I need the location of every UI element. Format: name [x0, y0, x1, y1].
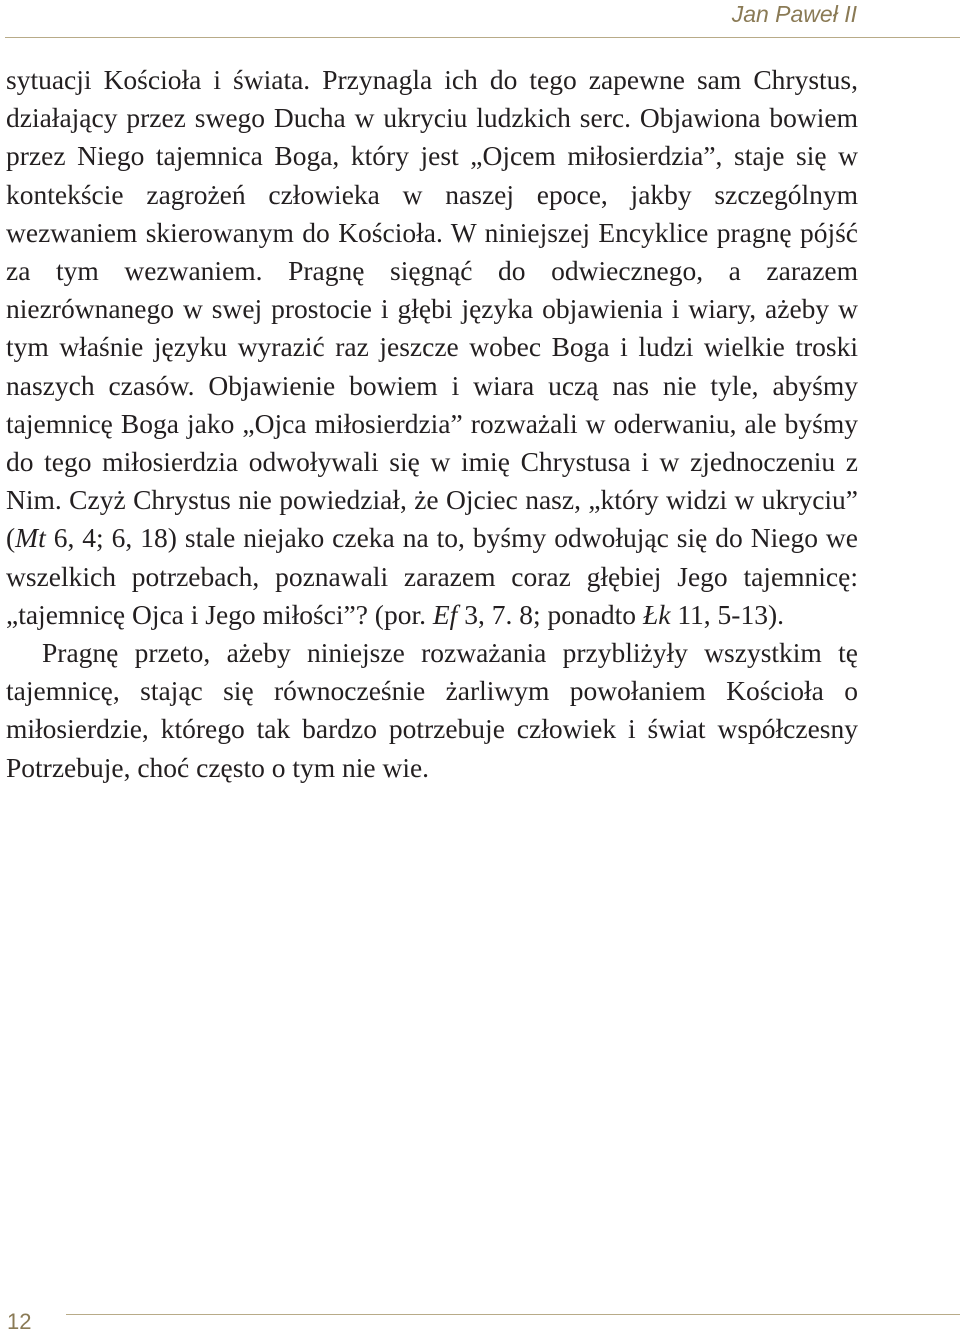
body-text	[6, 61, 858, 787]
paragraph-1-text-1: sytuacji Kościoła i świata. Przynagla ich do tego zapewne sam Chrystus, działający przez swego Ducha w ukryciu ludzkich serc. Objawiona bowiem przez Niego tajemnica Boga, który jest „Ojcem miłosierdzia”, staje się w kontekście zagrożeń człowieka w naszej epoce, jakby szczególnym wezwaniem skierowanym do Kościoła. W niniejszej Encyklice pragnę pójść za tym wezwaniem. Pragnę sięgnąć do odwiecznego, a zarazem niezrównanego w swej prostocie i głębi języka objawienia i wiary, ażeby w tym właśnie języku wyrazić raz jeszcze wobec Boga i ludzi wielkie troski naszych czasów. Objawienie bowiem i wiara uczą nas nie tyle, abyśmy tajemnicę Boga jako „Ojca miłosierdzia” rozważali w oderwaniu, ale byśmy do tego miłosierdzia odwoływali się w imię Chrystusa i w zjednoczeniu z Nim. Czyż Chrystus nie powiedział, że Ojciec nasz, „który widzi w ukryciu” (	[6, 64, 858, 554]
citation-ef: Ef	[432, 598, 458, 630]
running-header	[0, 0, 960, 40]
paragraph-1-text-2: 6, 4; 6, 18) stale niejako czeka na to, byśmy odwołując się do Niego we wszelkich potrzebach, poznawali zarazem coraz głębiej Jego tajemnicę: „tajemnicę Ojca i Jego miłości”? (por.	[6, 522, 858, 630]
citation-mt: Mt	[15, 522, 46, 554]
paragraph-1-text-3: 3, 7. 8; ponadto	[457, 598, 643, 630]
paragraph-2	[6, 634, 858, 787]
header-rule	[5, 37, 960, 38]
paragraph-1	[6, 61, 858, 634]
paragraph-2-text-1: Pragnę przeto, ażeby niniejsze rozważania przybliżyły wszystkim tę tajemnicę, stając się równocześnie żarliwym powołaniem Kościoła o miłosierdzie, którego tak bardzo potrzebuje człowiek i świat współczesny Potrzebuje, choć często o tym nie wie.	[6, 637, 858, 783]
citation-lk: Łk	[642, 598, 671, 630]
header-title: Jan Paweł II	[731, 1, 857, 27]
paragraph-1-text-4: 11, 5-13).	[670, 598, 784, 630]
page-number: 12	[7, 1309, 32, 1334]
footer-rule	[66, 1314, 960, 1315]
